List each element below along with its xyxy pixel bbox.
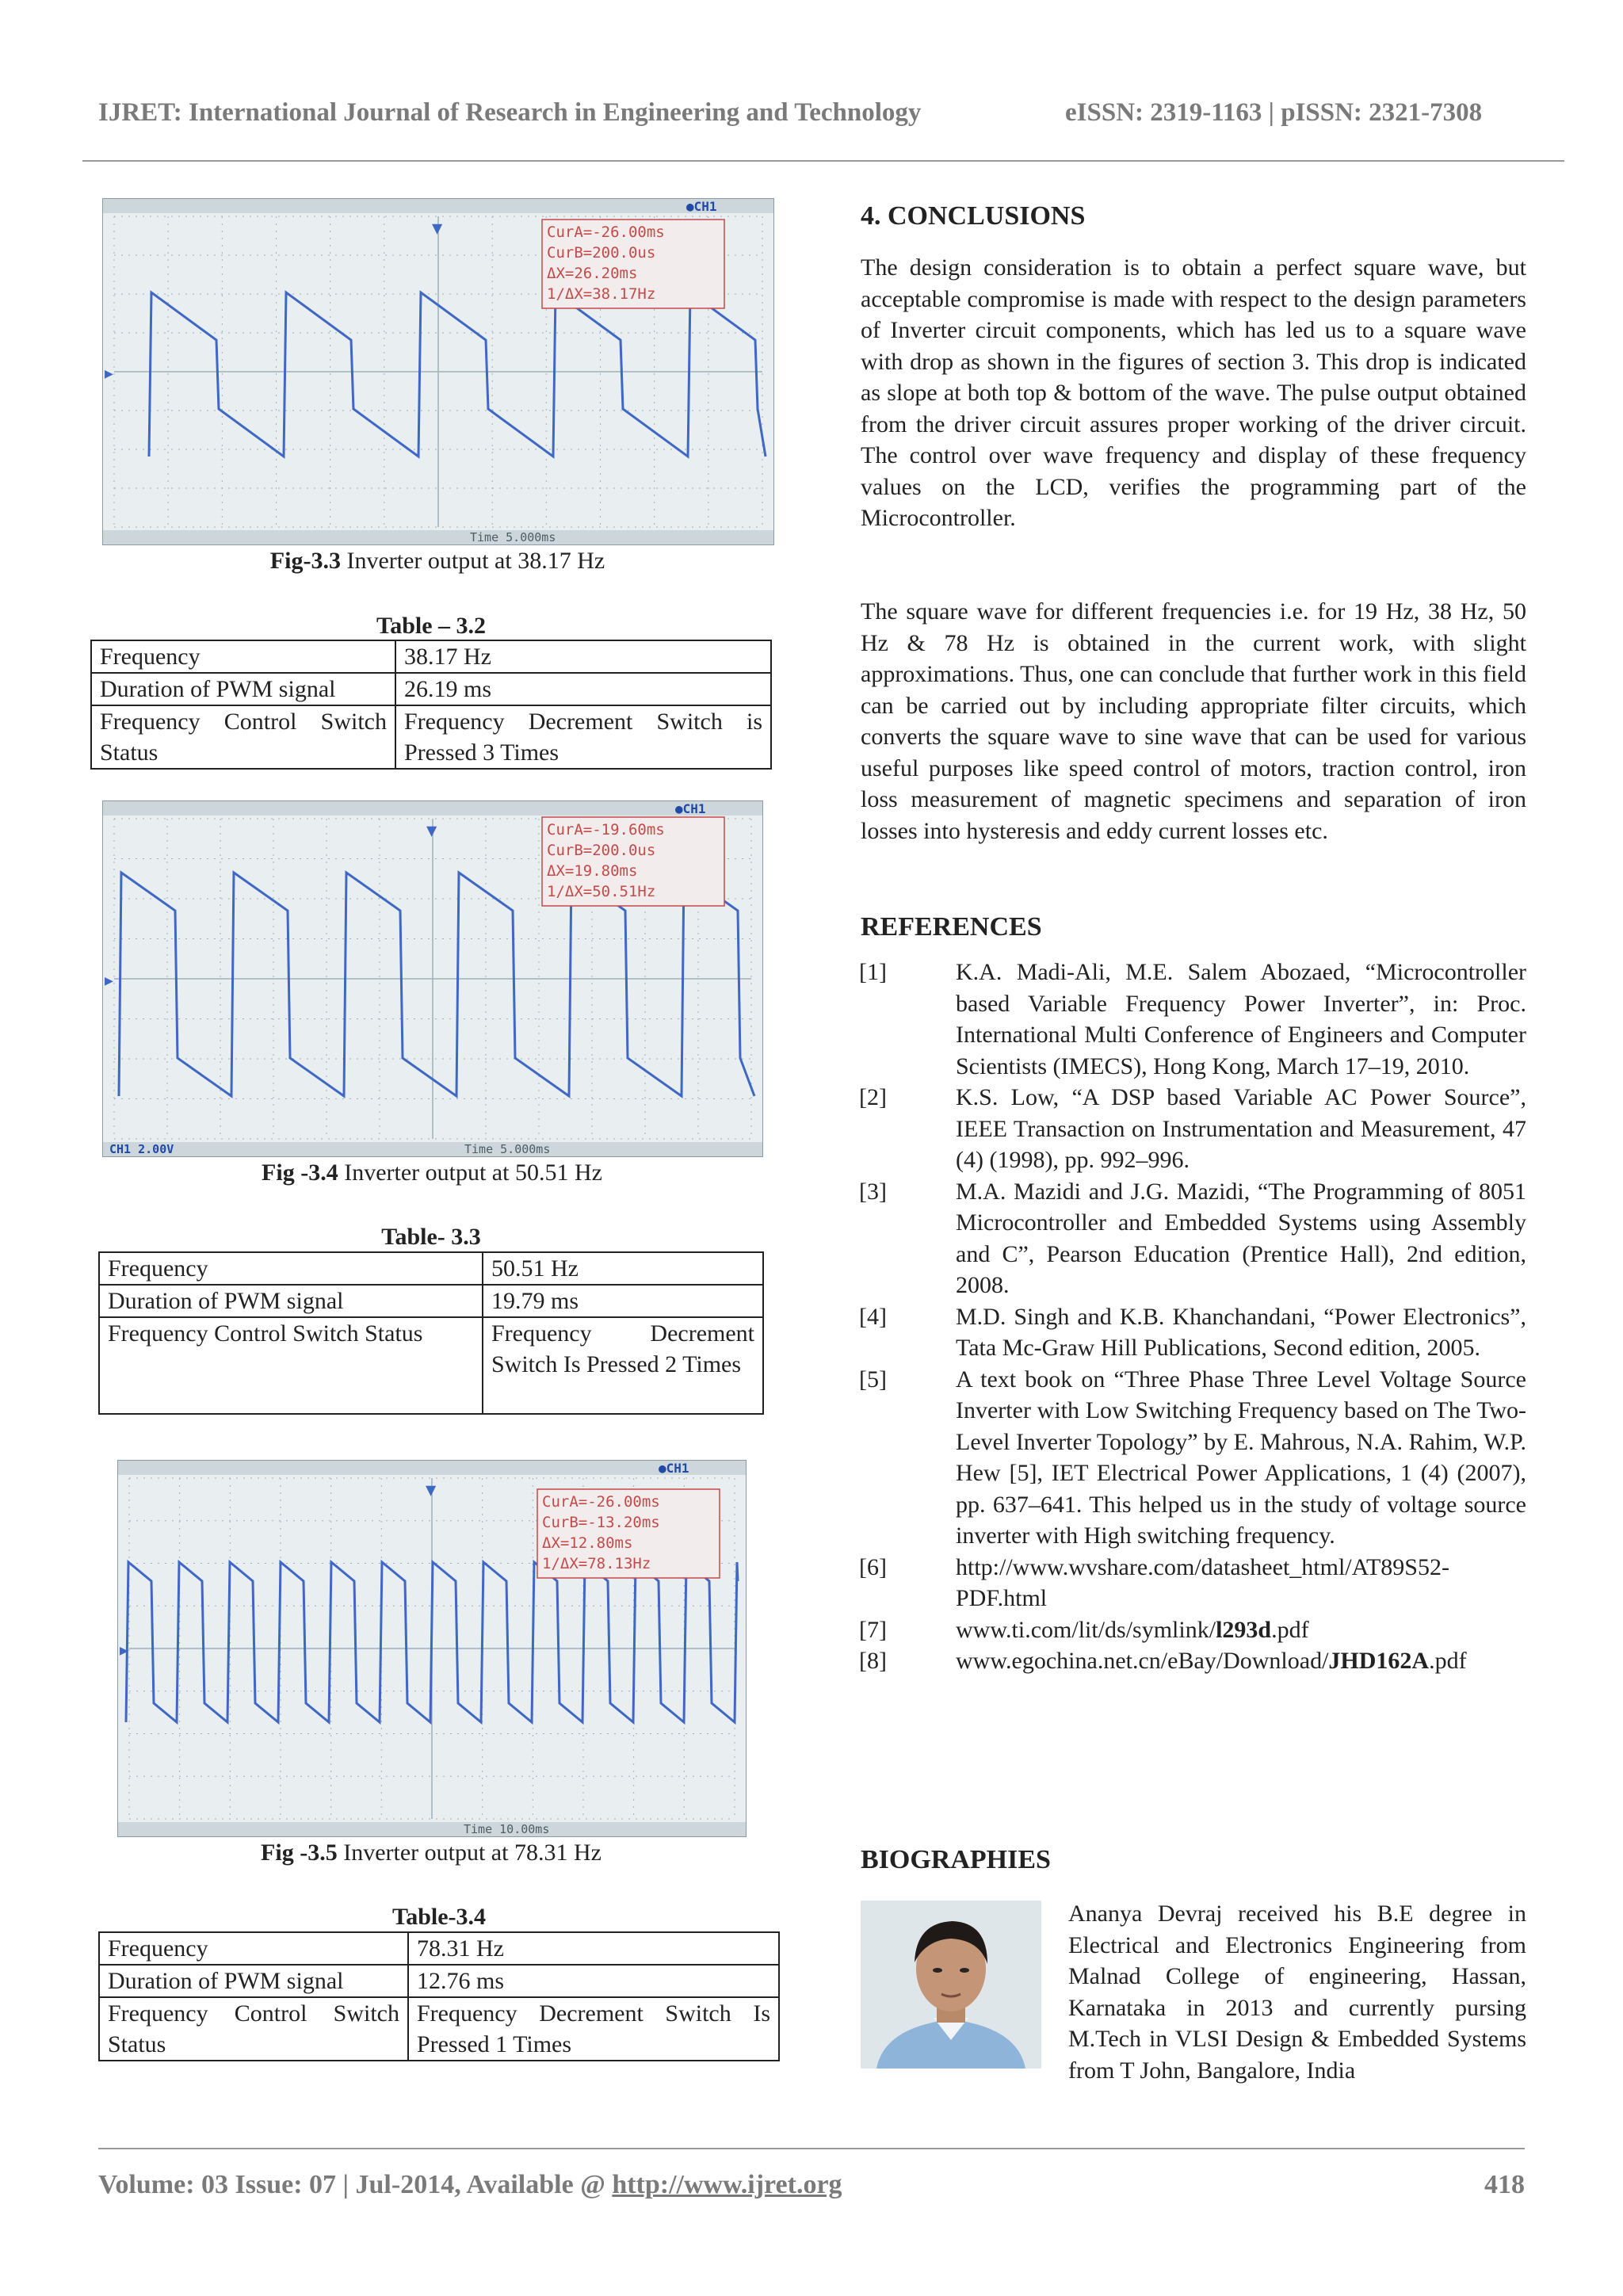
reference-number: [2] [859,1084,887,1110]
reference-number: [3] [859,1178,887,1205]
cursor-readout-panel [542,817,724,906]
ground-level-marker-icon: ▶ [120,1642,128,1659]
reference-item [859,1614,1526,1646]
footer-volume-text: Volume: 03 Issue: 07 | Jul-2014, Available @ [98,2170,613,2199]
timebase-label: Time 5.000ms [470,530,556,544]
figure-caption-text: Inverter output at 50.51 Hz [344,1159,602,1186]
conclusions-paragraph-1: The design consideration is to obtain a perfect square wave, but acceptable compromise is made with respect to the design parameters of Inverter circuit components, which has led us to a square wave with drop as shown in the figures of section 3. This drop is indicated as slope at both top & bottom of the wave. The pulse output obtained from the driver circuit assures proper working of the driver circuit. The control over wave frequency and display of these frequency values on the LCD, verifies the programming part of the Microcontroller. [861,254,1526,531]
reference-url-part: www.egochina.net.cn/eBay/Download/ [956,1648,1329,1674]
figure-caption [102,547,773,575]
table-row [99,1285,763,1317]
footer-link[interactable]: http://www.ijret.org [612,2170,842,2199]
table-row [99,1997,779,2061]
cursor-readout-line: CurA=-26.00ms [547,223,665,241]
reference-item [859,1082,1526,1176]
table-row [99,1252,763,1285]
cursor-readout-line: ΔX=12.80ms [542,1534,633,1552]
photo-spacer [861,1898,1068,2085]
reference-text: A text book on “Three Phase Three Level Voltage Source Inverter with Low Switching Frequency based on The Two-Level Inverter Topology” by E. Mahrous, N.A. Rahim, W.P. Hew [5], IET Electrical Power Applications, 1 (4) (2007), pp. 637–641. This helped us in the study of voltage source inverter with High switching frequency. [956,1366,1526,1549]
reference-item [859,957,1526,1082]
oscilloscope-screen [118,1461,746,1836]
reference-list [859,957,1526,1677]
running-header [98,98,1525,128]
figure-label: Fig -3.5 [261,1839,338,1866]
table-cell: Duration of PWM signal [99,1965,408,1997]
biography-text-block [861,1898,1526,2086]
reference-text: K.S. Low, “A DSP based Variable AC Power Source”, IEEE Transaction on Instrumentation and Measurement, 47 (4) (1998), pp. 992–996. [956,1084,1526,1173]
reference-text: M.D. Singh and K.B. Khanchandani, “Power Electronics”, Tata Mc-Graw Hill Publications, Second edition, 2005. [956,1303,1526,1361]
trigger-marker-icon: ▼ [426,821,437,841]
table-cell: Frequency Decrement Switch is Pressed 3 Times [395,705,771,769]
table-cell: 38.17 Hz [395,640,771,673]
table-title: Table-3.4 [391,1904,487,1930]
table-title: Table – 3.2 [376,613,487,639]
reference-url-part: .pdf [1271,1616,1309,1643]
data-table [98,1931,780,2061]
ground-level-marker-icon: ▶ [105,365,113,382]
figure-caption-text: Inverter output at 38.17 Hz [346,548,605,574]
oscilloscope-figure-3-4 [102,800,763,1157]
reference-item [859,1364,1526,1552]
reference-item [859,1552,1526,1614]
table-title: Table- 3.3 [381,1224,481,1250]
cursor-readout-line: CurB=200.0us [547,842,656,859]
reference-link[interactable] [956,1614,1526,1646]
table-row [99,1317,763,1414]
cursor-readout-line: CurA=-26.00ms [542,1493,660,1511]
table-cell: Frequency [91,640,395,673]
table-cell: Frequency Control Switch Status [99,1997,408,2061]
reference-number: [8] [859,1648,887,1674]
reference-number: [5] [859,1366,887,1392]
cursor-readout-line: 1/ΔX=38.17Hz [547,285,656,303]
reference-url-part: www.ti.com/lit/ds/symlink/ [956,1616,1216,1643]
cursor-readout-line: ΔX=26.20ms [547,265,638,282]
page-footer [98,2170,1525,2200]
reference-link[interactable] [956,1645,1526,1677]
reference-url-part: .pdf [1429,1648,1467,1674]
cursor-readout-line: CurB=200.0us [547,244,656,262]
channel-indicator: ●CH1 [659,1461,689,1476]
table-cell: Frequency [99,1932,408,1965]
channel-indicator: ●CH1 [675,801,706,816]
table-cell: 50.51 Hz [483,1252,763,1285]
table-cell: Frequency Decrement Switch Is Pressed 1 Times [408,1997,779,2061]
section-heading-biographies: BIOGRAPHIES [861,1845,1051,1874]
table-row [91,705,771,769]
trigger-marker-icon: ▼ [432,219,443,239]
cursor-readout-line: CurB=-13.20ms [542,1514,660,1531]
table-row [91,640,771,673]
ground-level-marker-icon: ▶ [105,972,113,989]
journal-title: IJRET: International Journal of Research in Engineering and Technology [98,98,922,127]
table-row [91,673,771,705]
cursor-readout-line: CurA=-19.60ms [547,821,665,839]
table-cell: Frequency Decrement Switch Is Pressed 2 Times [483,1317,763,1414]
table-cell: Frequency [99,1252,483,1285]
trigger-marker-icon: ▼ [426,1480,437,1500]
table-cell: 19.79 ms [483,1285,763,1317]
issn-line: eISSN: 2319-1163 | pISSN: 2321-7308 [1065,98,1483,127]
biography-text: Ananya Devraj received his B.E degree in Electrical and Electronics Engineering from Malnad College of engineering, Hassan, Karnataka in 2013 and currently pursing M.Tech in VLSI Design & Embedded Systems from T John, Bangalore, India [1068,1901,1526,2084]
table-row [99,1965,779,1997]
volts-per-div-label: CH1 2.00V [109,1142,174,1156]
timebase-label: Time 10.00ms [464,1822,550,1836]
figure-caption [117,1839,745,1867]
reference-text: K.A. Madi-Ali, M.E. Salem Abozaed, “Microcontroller based Variable Frequency Power Inverter”, in: Proc. International Multi Conference of Engineers and Computer Scientists (IMECS), Hong Kong, March 17–19, 2010. [956,959,1526,1079]
reference-number: [7] [859,1616,887,1643]
section-heading-references: REFERENCES [861,912,1042,942]
figure-caption-text: Inverter output at 78.31 Hz [343,1839,601,1866]
cursor-readout-panel [542,220,724,308]
section-heading-conclusions: 4. CONCLUSIONS [861,201,1086,231]
table-cell: 26.19 ms [395,673,771,705]
reference-number: [4] [859,1303,887,1330]
reference-item [859,1645,1526,1677]
oscilloscope-figure-3-3 [102,198,774,545]
table-cell: Duration of PWM signal [91,673,395,705]
channel-indicator: ●CH1 [686,199,717,214]
cursor-readout-line: 1/ΔX=78.13Hz [542,1555,651,1572]
conclusions-paragraph-2: The square wave for different frequencies i.e. for 19 Hz, 38 Hz, 50 Hz & 78 Hz is obtained in the current work, with slight approximations. Thus, one can conclude that further work in this field can be carried out by including appropriate filter circuits, which converts the square wave to sine wave that can be used for various useful purposes like speed control of motors, traction control, iron loss measurement of magnetic specimens and separation of iron losses into hysteresis and eddy current losses etc. [861,598,1526,844]
table-cell: 78.31 Hz [408,1932,779,1965]
footer-divider [98,2148,1525,2149]
table-row [99,1932,779,1965]
table-cell: Duration of PWM signal [99,1285,483,1317]
data-table [90,640,772,770]
reference-text: M.A. Mazidi and J.G. Mazidi, “The Programming of 8051 Microcontroller and Embedded Systems using Assembly and C”, Pearson Education (Prentice Hall), 2nd edition, 2008. [956,1178,1526,1298]
cursor-readout-line: 1/ΔX=50.51Hz [547,883,656,900]
reference-item [859,1176,1526,1301]
cursor-readout-line: ΔX=19.80ms [547,862,638,880]
reference-url-bold: JHD162A [1328,1648,1430,1674]
header-divider [82,160,1564,162]
reference-url-bold: l293d [1216,1616,1272,1643]
oscilloscope-screen [103,801,762,1156]
oscilloscope-screen [103,199,773,544]
reference-number: [1] [859,959,887,985]
figure-label: Fig -3.4 [262,1159,338,1186]
reference-link[interactable]: http://www.wvshare.com/datasheet_html/AT89S52-PDF.html [956,1553,1449,1611]
table-cell: 12.76 ms [408,1965,779,1997]
table-cell: Frequency Control Switch Status [99,1317,483,1414]
figure-caption [102,1159,762,1187]
page-number: 418 [1484,2170,1525,2199]
table-cell: Frequency Control Switch Status [91,705,395,769]
timebase-label: Time 5.000ms [464,1142,551,1156]
reference-item [859,1301,1526,1364]
oscilloscope-figure-3-5 [117,1460,747,1837]
figure-label: Fig-3.3 [269,548,341,574]
cursor-readout-panel [537,1489,720,1578]
data-table [98,1251,764,1415]
reference-number: [6] [859,1553,887,1580]
